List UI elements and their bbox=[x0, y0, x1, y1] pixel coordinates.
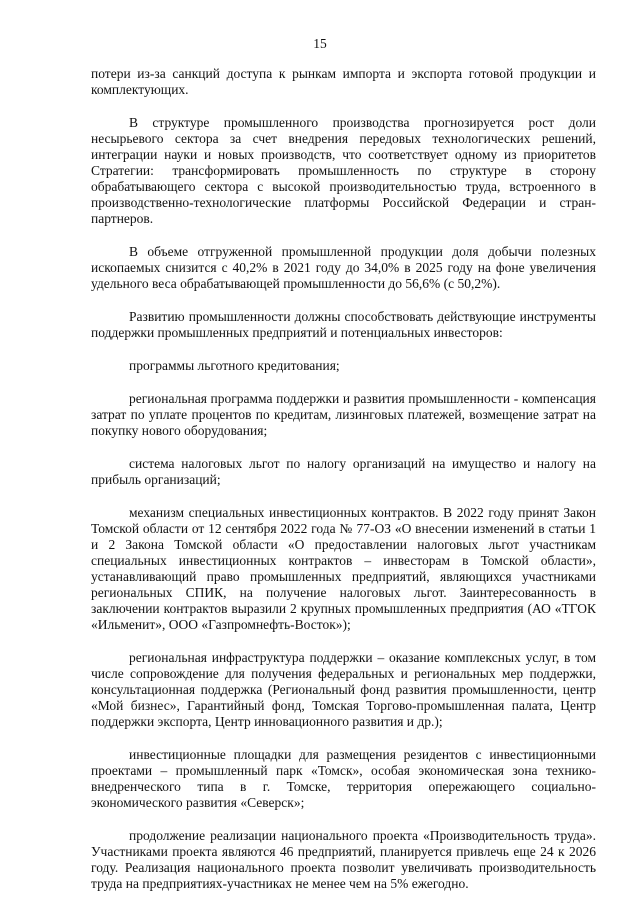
list-item-tax-benefits: система налоговых льгот по налогу организаций на имущество и налогу на прибыль организаций; bbox=[91, 456, 596, 487]
list-item-national-project: продолжение реализации национального проекта «Производительность труда». Участниками проекта являются 46 предприятий, планируется привлечь еще 24 к 2026 году. Реализация национального проекта позволит увеличивать производительность труда на предприятиях-участниках не менее чем на 5% ежегодно. bbox=[91, 828, 596, 891]
paragraph-structure: В структуре промышленного производства прогнозируется рост доли несырьевого сектора за счет внедрения передовых технологических решений, интеграции науки и новых производств, что соответствует одному из приоритетов Стратегии: трансформировать промышленность по структуре в сторону обрабатывающего сектора с высокой производительностью труда, встроенного в производственно-технологические платформы Российской Федерации и стран-партнеров. bbox=[91, 115, 596, 226]
list-item-infrastructure: региональная инфраструктура поддержки – оказание комплексных услуг, в том числе сопровождение для получения федеральных и региональных мер поддержки, консультационная поддержка (Региональный фонд развития промышленности, центр «Мой бизнес», Гарантийный фонд, Томская Торгово-промышленная палата, Центр поддержки экспорта, Центр инновационного развития и др.); bbox=[91, 650, 596, 729]
paragraph-shipment-share: В объеме отгруженной промышленной продукции доля добычи полезных ископаемых снизится с 40,2% в 2021 году до 34,0% в 2025 году на фоне увеличения удельного веса обрабатывающей промышленности до 56,6% (с 50,2%). bbox=[91, 244, 596, 291]
list-item-spic: механизм специальных инвестиционных контрактов. В 2022 году принят Закон Томской области от 12 сентября 2022 года № 77-ОЗ «О внесении изменений в статьи 1 и 2 Закона Томской области «О предоставлении налоговых льгот участникам специальных инвестиционных контрактов – инвесторам в Томской области», устанавливающий право промышленных предприятий, являющихся участниками региональных СПИК, на получение налоговых льгот. Заинтересованность в заключении контрактов выразили 2 крупных промышленных предприятия (АО «ТГОК «Ильменит», ООО «Газпромнефть-Восток»); bbox=[91, 505, 596, 632]
page-number: 15 bbox=[313, 36, 327, 51]
paragraph-continuation: потери из-за санкций доступа к рынкам импорта и экспорта готовой продукции и комплектующих. bbox=[91, 66, 596, 97]
list-item-regional-program: региональная программа поддержки и развития промышленности - компенсация затрат по уплате процентов по кредитам, лизинговых платежей, возмещение затрат на покупку нового оборудования; bbox=[91, 391, 596, 438]
list-item-investment-sites: инвестиционные площадки для размещения резидентов с инвестиционными проектами – промышленный парк «Томск», особая экономическая зона технико-внедренческого типа в г. Томске, территория опережающего социально-экономического развития «Северск»; bbox=[91, 747, 596, 810]
list-item-credit-programs: программы льготного кредитования; bbox=[129, 358, 340, 373]
document-body bbox=[91, 66, 596, 892]
paragraph-support-intro: Развитию промышленности должны способствовать действующие инструменты поддержки промышленных предприятий и потенциальных инвесторов: bbox=[91, 309, 596, 340]
